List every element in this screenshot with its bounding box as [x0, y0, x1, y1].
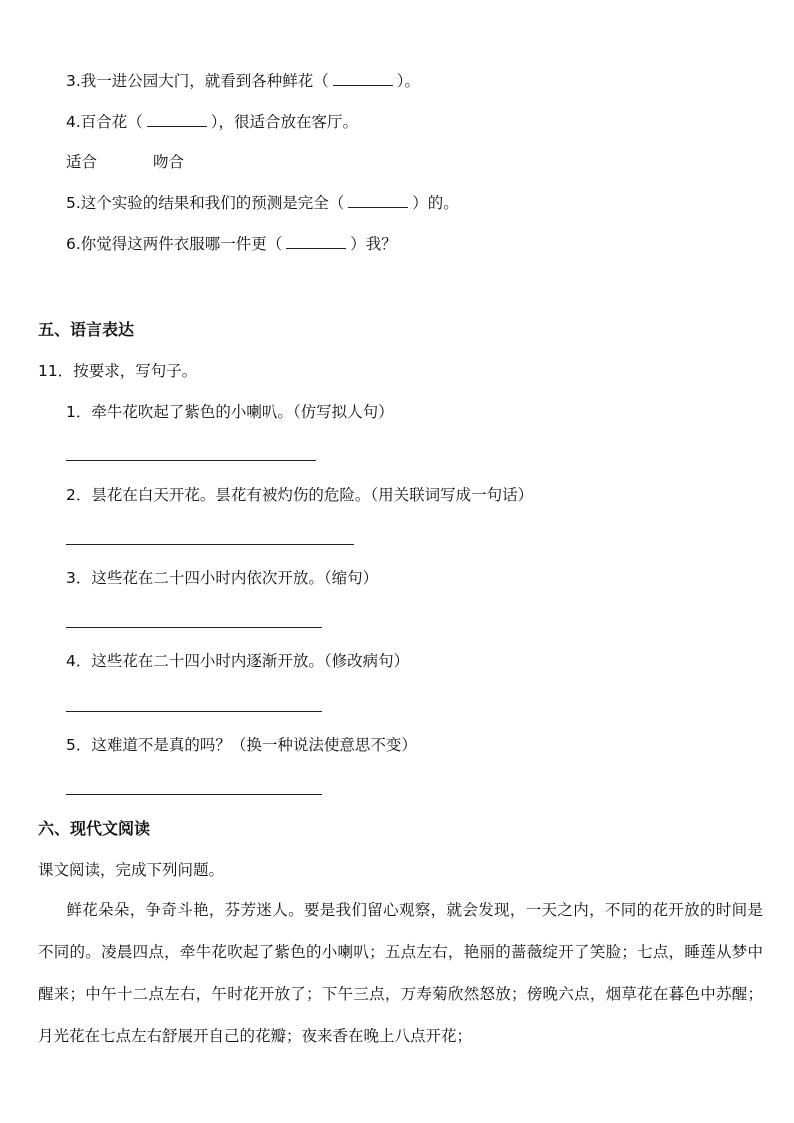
answer-blank-3[interactable] — [333, 71, 393, 86]
question-4 — [66, 112, 358, 132]
question-4-text-before: 4.百合花（ — [66, 113, 143, 131]
word-option-1: 适合 — [66, 153, 98, 171]
question-5 — [66, 193, 459, 213]
question-3 — [66, 71, 420, 91]
section-5-heading: 五、语言表达 — [38, 320, 135, 339]
sentence-task-4: 4．这些花在二十四小时内逐渐开放。（修改病句） — [66, 652, 410, 670]
question-3-text-before: 3.我一进公园大门，就看到各种鲜花（ — [66, 72, 329, 90]
sentence-task-1: 1．牵牛花吹起了紫色的小喇叭。（仿写拟人句） — [66, 403, 394, 421]
word-option-2: 吻合 — [153, 153, 185, 171]
question-3-text-after: ）。 — [396, 72, 421, 90]
question-5-text-before: 5.这个实验的结果和我们的预测是完全（ — [66, 194, 345, 212]
question-6-text-before: 6.你觉得这两件衣服哪一件更（ — [66, 235, 283, 253]
reading-passage — [38, 889, 763, 1057]
reading-instruction: 课文阅读，完成下列问题。 — [38, 861, 225, 879]
answer-line-4[interactable] — [66, 711, 322, 712]
sentence-task-2: 2．昙花在白天开花。昙花有被灼伤的危险。（用关联词写成一句话） — [66, 486, 534, 504]
sentence-task-5: 5．这难道不是真的吗？（换一种说法使意思不变） — [66, 736, 417, 754]
answer-blank-4[interactable] — [147, 112, 207, 127]
answer-line-5[interactable] — [66, 794, 322, 795]
answer-line-3[interactable] — [66, 627, 322, 628]
reading-passage-text: 鲜花朵朵，争奇斗艳，芬芳迷人。要是我们留心观察，就会发现，一天之内，不同的花开放的时间是不同的。凌晨四点，牵牛花吹起了紫色的小喇叭；五点左右，艳丽的蔷薇绽开了笑脸；七点，睡莲从梦中醒来；中午十二点左右，午时花开放了；下午三点，万寿菊欣然怒放；傍晚六点，烟草花在暮色中苏醒；月光花在七点左右舒展开自己的花瓣；夜来香在晚上八点开花； — [38, 901, 763, 1045]
word-options — [66, 152, 184, 172]
question-11: 11．按要求，写句子。 — [38, 362, 198, 380]
section-6-heading: 六、现代文阅读 — [38, 819, 151, 838]
question-6 — [66, 234, 397, 254]
question-4-text-after: ），很适合放在客厅。 — [210, 113, 359, 131]
question-6-text-after: ）我？ — [350, 235, 397, 253]
answer-blank-6[interactable] — [286, 234, 346, 249]
answer-line-2[interactable] — [66, 544, 354, 545]
answer-line-1[interactable] — [66, 460, 316, 461]
question-5-text-after: ）的。 — [412, 194, 459, 212]
sentence-task-3: 3．这些花在二十四小时内依次开放。（缩句） — [66, 569, 379, 587]
answer-blank-5[interactable] — [348, 193, 408, 208]
